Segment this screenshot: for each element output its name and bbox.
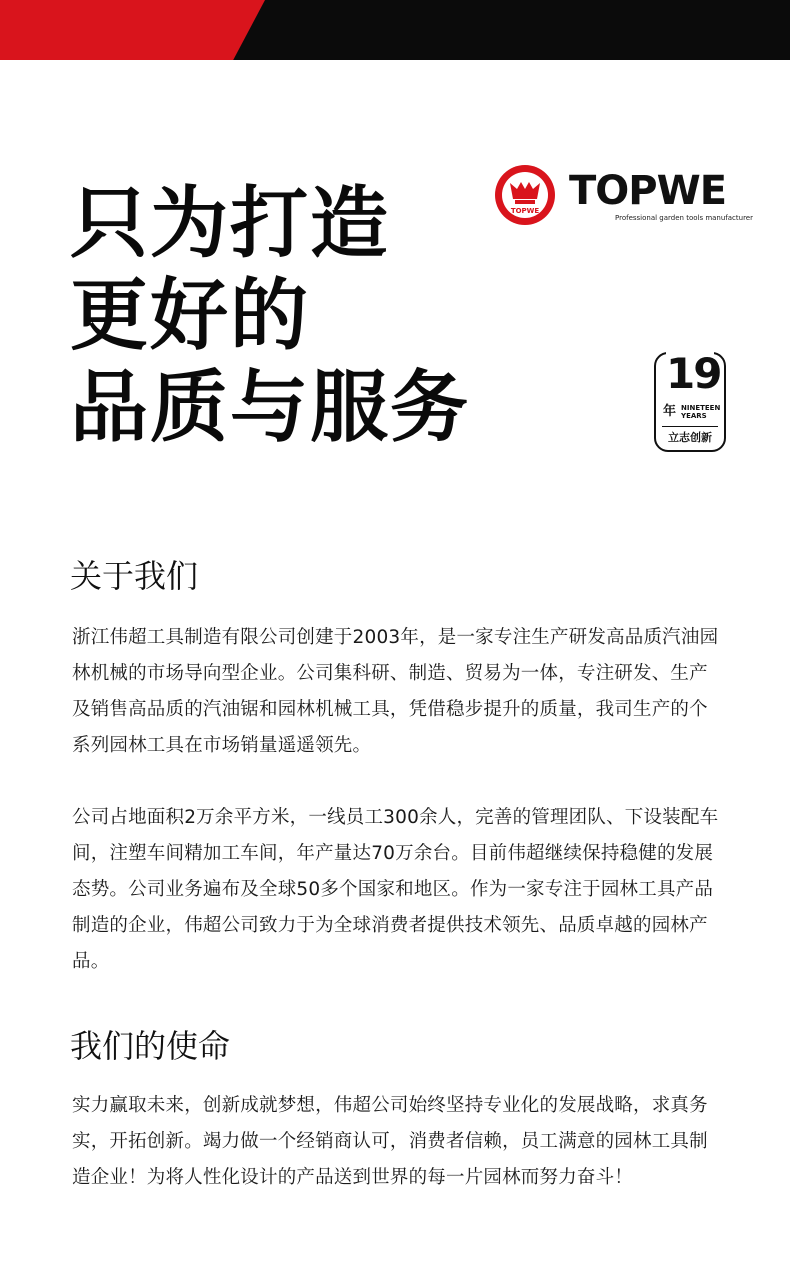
badge-years-line-1: NINETEEN: [681, 404, 721, 412]
headline-line-3: 品质与服务: [70, 363, 471, 453]
brand-wordmark: TOPWE: [569, 168, 727, 214]
headline: [70, 178, 470, 454]
badge-divider: [662, 426, 718, 427]
topwe-emblem-icon: [493, 163, 557, 227]
badge-unit: 年: [663, 404, 677, 419]
badge-number: 19: [666, 349, 721, 398]
mission-paragraph: 实力赢取未来，创新成就梦想，伟超公司始终坚持专业化的发展战略，求真务实，开拓创新。竭力做一个经销商认可，消费者信赖，员工满意的园林工具制造企业！为将人性化设计的产品送到世界的每一片园林而努力奋斗！: [72, 1095, 708, 1188]
about-title: 关于我们: [70, 557, 199, 595]
brand-tagline: Professional garden tools manufacturer: [615, 214, 753, 222]
topwe-logo: [493, 163, 753, 233]
badge-years-text: [681, 404, 720, 420]
about-paragraph-2: 公司占地面积2万余平方米，一线员工300余人，完善的管理团队、下设装配车间，注塑车间精加工车间，年产量达70万余台。目前伟超继续保持稳健的发展态势。公司业务遍布及全球50多个国家和地区。作为一家专注于园林工具产品制造的企业，伟超公司致力于为全球消费者提供技术领先、品质卓越的园林产品。: [72, 807, 719, 972]
top-banner-red-stripe: [0, 0, 265, 60]
mission-title: 我们的使命: [70, 1027, 231, 1065]
about-paragraph-1: 浙江伟超工具制造有限公司创建于2003年，是一家专注生产研发高品质汽油园林机械的市场导向型企业。公司集科研、制造、贸易为一体，专注研发、生产及销售高品质的汽油锯和园林机械工具，凭借稳步提升的质量，我司生产的个系列园林工具在市场销量遥遥领先。: [72, 627, 719, 756]
badge-motto: 立志创新: [668, 431, 712, 444]
headline-line-1: 只为打造: [70, 179, 391, 269]
headline-line-2: 更好的: [70, 271, 311, 361]
nineteen-years-badge: [654, 349, 726, 452]
top-banner-bar: [0, 0, 790, 60]
emblem-text: TOPWE: [510, 207, 540, 215]
badge-years-line-2: YEARS: [681, 412, 707, 420]
